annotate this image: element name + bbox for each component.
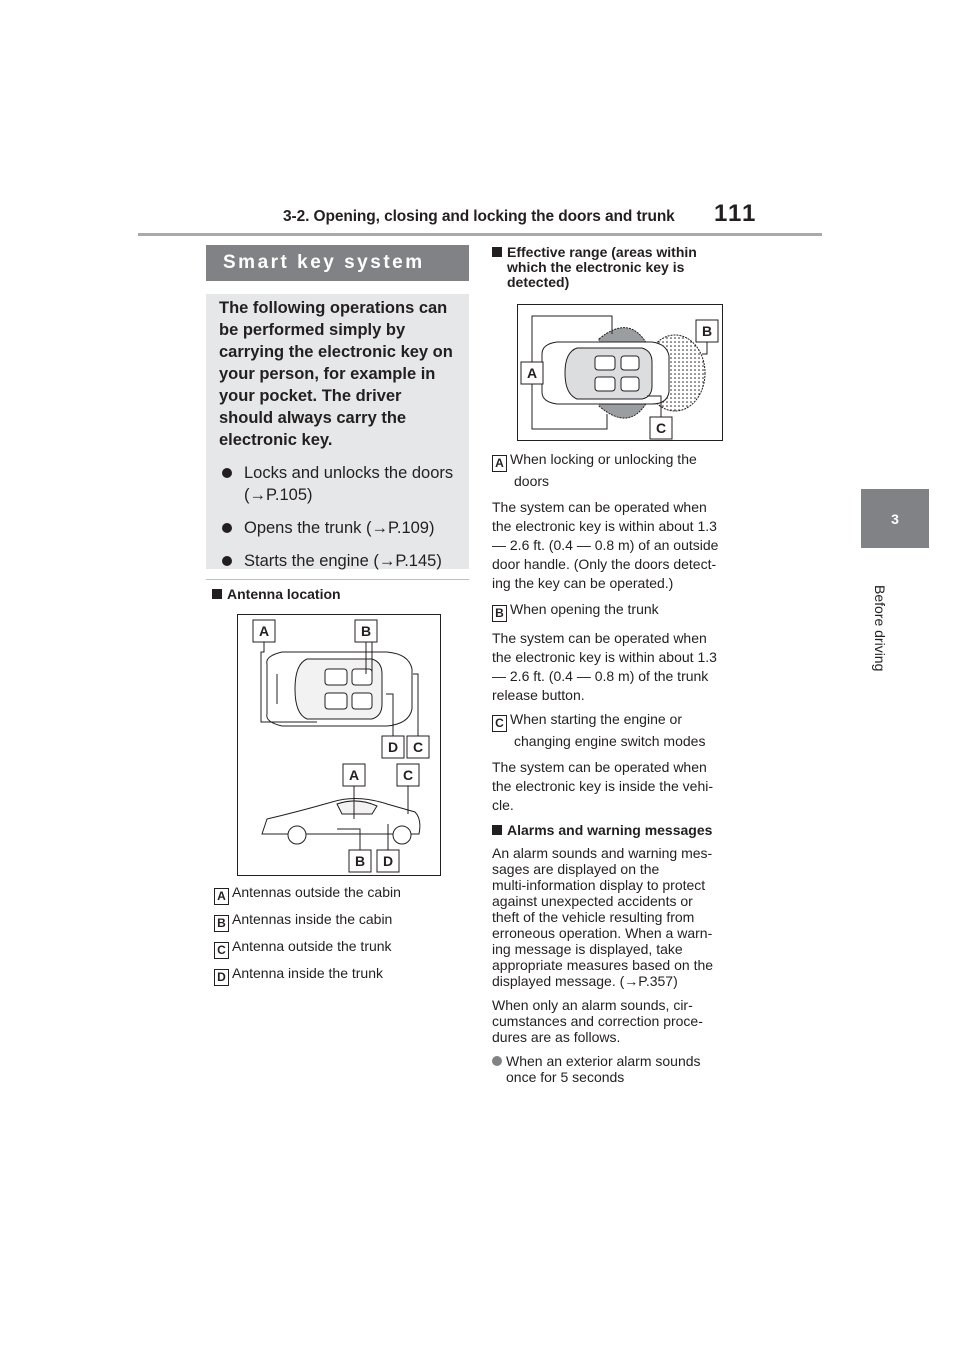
diagram-label: D — [382, 853, 394, 869]
range-item-a — [492, 450, 752, 593]
operations-list — [219, 462, 455, 572]
legend-item — [214, 910, 392, 932]
alarm-line: erroneous operation. When a warn- — [492, 925, 713, 941]
alarm-heading-text: Alarms and warning messages — [507, 822, 713, 838]
smart-key-intro: The following operations can be performed simply by carrying the electronic key on your person, for example in your pocket. The driver should always carry the electronic key. — [219, 299, 453, 449]
range-item-c — [492, 710, 752, 815]
antenna-diagram-svg — [237, 614, 441, 876]
alarm-bullet-text: once for 5 seconds — [506, 1069, 625, 1085]
legend-key: B — [214, 915, 229, 932]
circle-bullet-icon — [492, 1056, 502, 1066]
antenna-heading — [212, 587, 341, 601]
square-bullet-icon — [212, 589, 222, 599]
antenna-heading-text: Antenna location — [227, 586, 341, 602]
alarm-bullet-text: When an exterior alarm sounds — [506, 1053, 701, 1069]
item-close: ) — [307, 486, 313, 504]
item-text: Opens the trunk ( — [244, 519, 372, 537]
diagram-label: B — [360, 623, 372, 639]
diagram-label: C — [402, 767, 414, 783]
alarm-line: displayed message. ( — [492, 973, 625, 989]
item-close: ) — [436, 552, 442, 570]
legend-key: A — [214, 888, 229, 905]
range-desc-line: door handle. (Only the doors detect- — [492, 556, 717, 572]
alarm-line: against unexpected accidents or — [492, 893, 693, 909]
diagram-label: D — [387, 739, 399, 755]
range-diagram-svg — [517, 304, 723, 441]
legend-key: C — [214, 942, 229, 959]
range-desc-line: cle. — [492, 797, 514, 813]
page-ref-link[interactable]: P.357 — [638, 973, 674, 989]
range-desc-line: the electronic key is within about 1.3 — [492, 649, 717, 665]
chapter-name: Before driving — [872, 585, 888, 672]
alarm-line: An alarm sounds and warning mes- — [492, 845, 713, 861]
diagram-label: B — [354, 853, 366, 869]
range-item-b — [492, 600, 752, 705]
range-item-title: changing engine switch modes — [514, 733, 706, 749]
diagram-label: A — [526, 365, 538, 381]
square-bullet-icon — [492, 825, 502, 835]
legend-text: Antenna inside the trunk — [232, 965, 383, 981]
alarm-line: multi-information display to protect — [492, 877, 706, 893]
legend-key: D — [214, 969, 229, 986]
range-desc-line: ing the key can be operated.) — [492, 575, 674, 591]
arrow-icon: → — [371, 519, 388, 537]
legend-key: B — [492, 605, 507, 622]
car-top-view-icon — [542, 342, 669, 404]
range-heading — [492, 245, 697, 290]
range-desc-line: The system can be operated when — [492, 630, 707, 646]
page-ref-link[interactable]: P.105 — [266, 486, 307, 504]
legend-text: Antennas outside the cabin — [232, 884, 401, 900]
list-item — [219, 462, 455, 506]
alarm-line: sages are displayed on the — [492, 861, 660, 877]
range-diagram — [517, 304, 723, 441]
arrow-icon: → — [249, 486, 266, 504]
legend-item — [214, 964, 383, 986]
legend-key: C — [492, 715, 507, 732]
alarm-line: appropriate measures based on the — [492, 957, 714, 973]
alarm-paragraph — [492, 845, 752, 1085]
square-bullet-icon — [492, 247, 502, 257]
alarm-line: cumstances and correction proce- — [492, 1013, 703, 1029]
chapter-tab[interactable]: 3 — [861, 489, 929, 548]
bullet-icon — [222, 468, 232, 478]
alarm-line: ing message is displayed, take — [492, 941, 683, 957]
header-rule — [138, 233, 822, 236]
bullet-icon — [222, 556, 232, 566]
range-item-title: When starting the engine or — [510, 711, 682, 727]
car-top-view-icon — [267, 652, 412, 726]
legend-text: Antennas inside the cabin — [232, 911, 393, 927]
legend-key: A — [492, 455, 507, 472]
range-heading-line: which the electronic key is — [507, 259, 685, 275]
bullet-icon — [222, 523, 232, 533]
range-item-title: doors — [514, 473, 550, 489]
range-item-title: When locking or unlocking the — [510, 451, 697, 467]
legend-text: Antenna outside the trunk — [232, 938, 392, 954]
legend-item — [214, 937, 392, 959]
page-number: 111 — [714, 200, 758, 227]
alarm-close: ) — [673, 973, 678, 989]
range-desc-line: — 2.6 ft. (0.4 — 0.8 m) of an outside — [492, 537, 719, 553]
alarm-line: dures are as follows. — [492, 1029, 621, 1045]
page-ref-link[interactable]: P.109 — [387, 519, 429, 537]
arrow-icon: → — [624, 973, 639, 989]
arrow-icon: → — [378, 552, 396, 570]
range-desc-line: release button. — [492, 687, 585, 703]
legend-item — [214, 883, 401, 905]
diagram-label: A — [348, 767, 360, 783]
diagram-label: A — [258, 623, 270, 639]
item-close: ) — [428, 519, 435, 537]
page-ref-link[interactable]: P.145 — [395, 552, 437, 570]
alarm-line: theft of the vehicle resulting from — [492, 909, 695, 925]
antenna-diagram — [237, 614, 441, 876]
diagram-label: C — [412, 739, 424, 755]
smart-key-box — [206, 294, 469, 569]
range-heading-line: Effective range (areas within — [507, 244, 697, 260]
item-text: Locks and unlocks the doors ( — [244, 464, 454, 504]
smart-key-title: Smart key system — [206, 245, 469, 281]
range-desc-line: the electronic key is within about 1.3 — [492, 518, 717, 534]
alarm-line: When only an alarm sounds, cir- — [492, 997, 693, 1013]
range-desc-line: — 2.6 ft. (0.4 — 0.8 m) of the trunk — [492, 668, 709, 684]
range-desc-line: the electronic key is inside the vehi- — [492, 778, 713, 794]
diagram-label: C — [655, 420, 667, 436]
range-desc-line: The system can be operated when — [492, 759, 707, 775]
range-item-title: When opening the trunk — [510, 601, 659, 617]
list-item — [219, 517, 455, 539]
alarm-heading — [492, 823, 712, 837]
list-item — [219, 550, 455, 572]
item-text: Starts the engine ( — [244, 552, 379, 570]
separator — [206, 579, 469, 580]
section-title: 3-2. Opening, closing and locking the doors and trunk — [283, 208, 675, 225]
diagram-label: B — [701, 323, 713, 339]
range-desc-line: The system can be operated when — [492, 499, 707, 515]
range-heading-line: detected) — [507, 274, 570, 290]
